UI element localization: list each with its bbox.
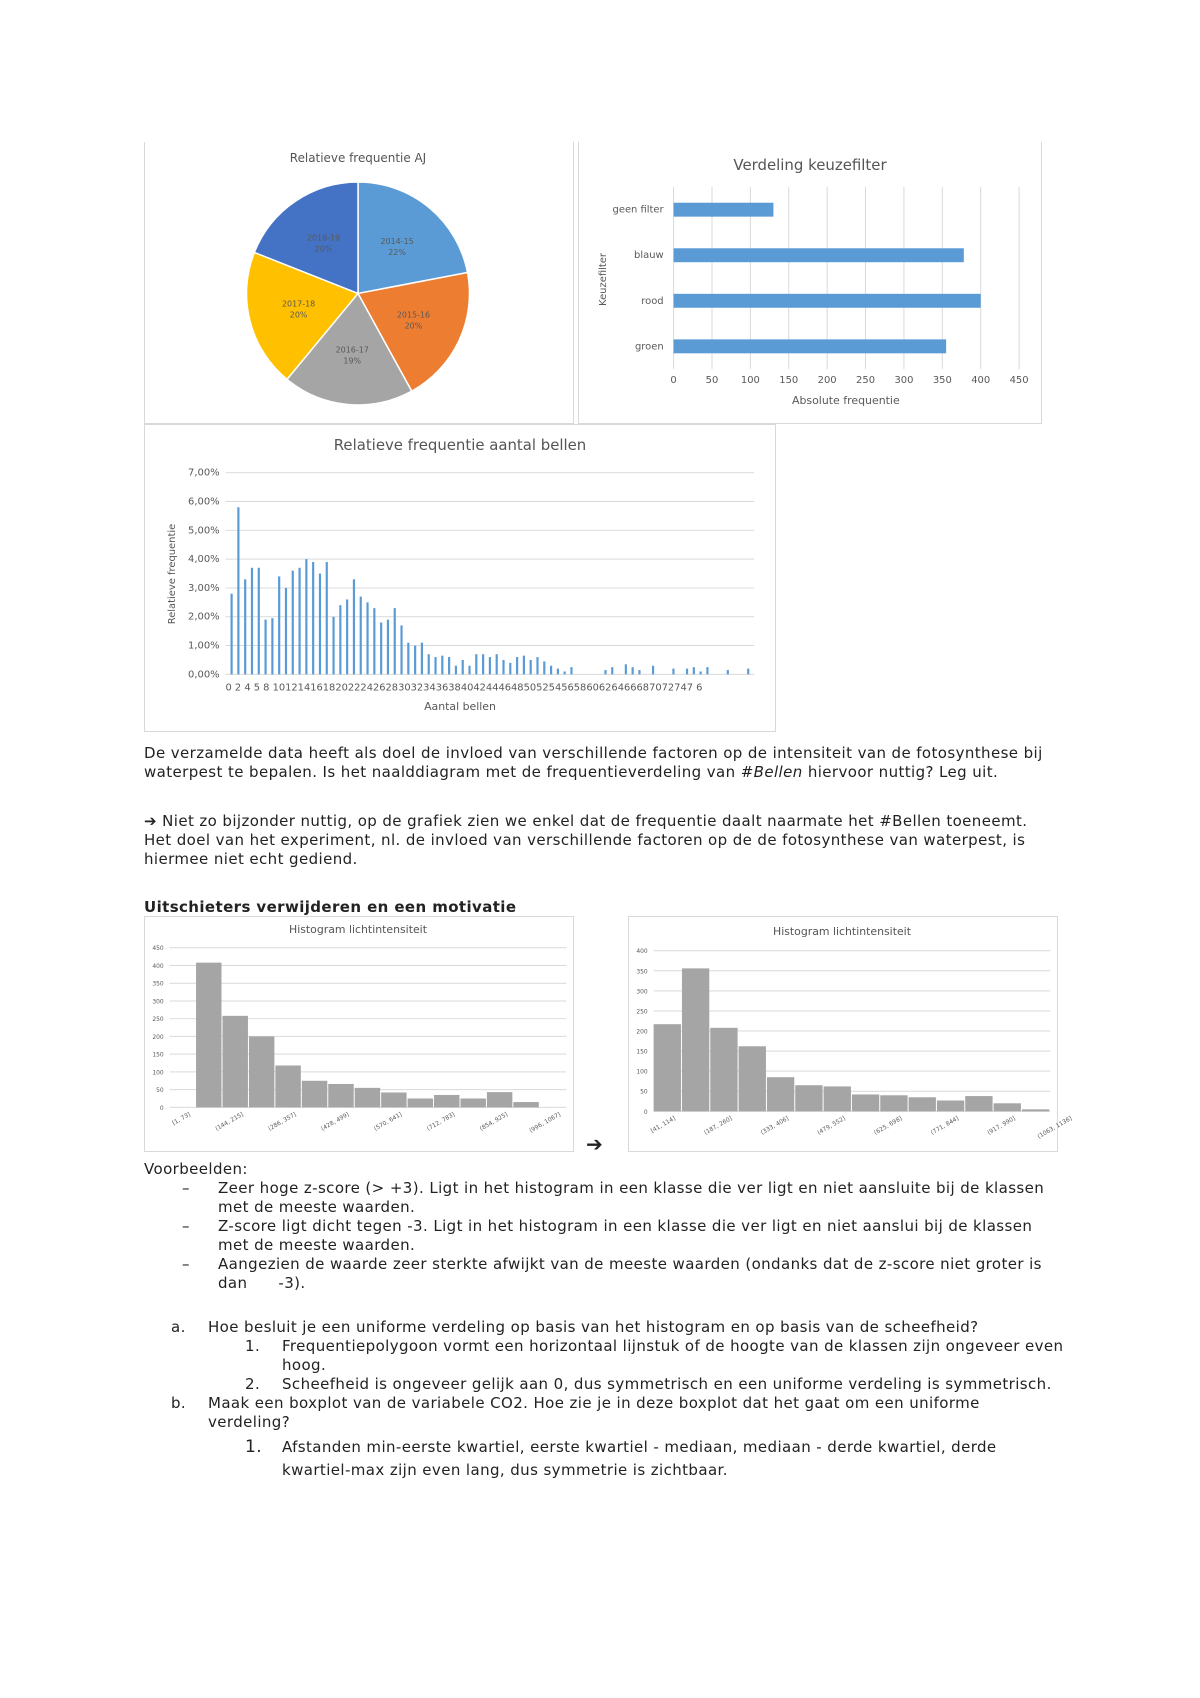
bar bbox=[674, 339, 947, 353]
y-axis-label: Keuzefilter bbox=[597, 253, 609, 306]
needle-bar bbox=[611, 667, 613, 674]
y-tick-label: 0,00% bbox=[188, 669, 220, 681]
x-tick-label: (996, 1067] bbox=[528, 1110, 562, 1135]
needle-bar bbox=[536, 657, 538, 674]
question-list bbox=[144, 1318, 1064, 1337]
y-tick-label: 250 bbox=[636, 1008, 648, 1016]
needle-bar bbox=[530, 660, 532, 674]
slice-label: 2015-16 bbox=[396, 310, 431, 320]
needle-bar bbox=[373, 608, 375, 674]
examples-label: Voorbeelden: bbox=[144, 1160, 248, 1178]
slice-percent: 22% bbox=[388, 248, 406, 258]
bar bbox=[674, 294, 981, 308]
examples-section bbox=[144, 1160, 1064, 1293]
needle-bar bbox=[292, 571, 294, 675]
question-b: b. Maak een boxplot van de variabele CO2. Hoe zie je in deze boxplot dat het gaat om een uniforme verdeling? bbox=[171, 1394, 980, 1431]
slice-percent: 20% bbox=[314, 244, 333, 254]
y-tick-label: 6,00% bbox=[188, 496, 220, 508]
x-tick-label: (712, 783] bbox=[425, 1110, 457, 1133]
bar bbox=[674, 203, 774, 217]
needle-bar bbox=[448, 657, 450, 674]
y-tick-label: 150 bbox=[152, 1051, 164, 1059]
needle-bar bbox=[407, 643, 409, 675]
needle-bar bbox=[523, 656, 525, 675]
y-tick-label: 400 bbox=[152, 962, 164, 970]
needle-bar bbox=[462, 660, 464, 674]
needle-chart-svg bbox=[145, 425, 775, 731]
needle-bar bbox=[489, 657, 491, 674]
x-tick-label: [41, 114] bbox=[649, 1114, 677, 1135]
histogram-before-svg bbox=[145, 917, 573, 1151]
needle-bar bbox=[271, 618, 273, 674]
needle-bar bbox=[258, 568, 260, 675]
needle-bar bbox=[400, 625, 402, 674]
y-tick-label: 200 bbox=[636, 1028, 648, 1036]
needle-bar bbox=[387, 620, 389, 675]
chart-title: Verdeling keuzefilter bbox=[733, 155, 887, 174]
needle-bar bbox=[747, 669, 749, 675]
histogram-bar bbox=[408, 1099, 433, 1108]
chart-title: Histogram lichtintensiteit bbox=[289, 922, 427, 936]
question-list bbox=[144, 1394, 1064, 1432]
examples-list bbox=[144, 1179, 1064, 1293]
needle-bar bbox=[543, 661, 545, 674]
x-tick-label: (333, 406] bbox=[759, 1114, 791, 1137]
histogram-bar bbox=[994, 1103, 1021, 1111]
needle-bar bbox=[414, 646, 416, 675]
needle-bar bbox=[319, 574, 321, 675]
histogram-bar bbox=[513, 1102, 538, 1107]
y-tick-label: 150 bbox=[636, 1048, 648, 1056]
pie-chart-svg bbox=[145, 142, 573, 423]
histogram-bar bbox=[275, 1066, 300, 1108]
needle-bar bbox=[468, 666, 470, 675]
x-tick-label: [1, 73] bbox=[171, 1110, 192, 1127]
y-tick-label: 5,00% bbox=[188, 525, 220, 537]
needle-bar bbox=[672, 669, 674, 675]
x-tick-label: 150 bbox=[779, 375, 799, 387]
needle-bar bbox=[332, 617, 334, 675]
bar-chart-filter bbox=[578, 142, 1042, 424]
needle-bar bbox=[360, 597, 362, 675]
questions-section bbox=[144, 1318, 1064, 1482]
needle-bar bbox=[693, 667, 695, 674]
x-tick-label: (1063, 1136] bbox=[1036, 1114, 1074, 1141]
needle-bar bbox=[700, 671, 702, 674]
histogram-bar bbox=[487, 1092, 512, 1107]
needle-bar bbox=[353, 579, 355, 674]
chart-title: Relatieve frequentie aantal bellen bbox=[333, 435, 587, 454]
needle-bar bbox=[434, 657, 436, 674]
needle-chart-bubbles bbox=[144, 424, 776, 732]
question-a: a. Hoe besluit je een uniforme verdeling op basis van het histogram en op basis van de scheefheid? bbox=[171, 1318, 979, 1336]
histogram-bar bbox=[880, 1095, 907, 1111]
list-item: 1. Afstanden min-eerste kwartiel, eerste kwartiel - mediaan, mediaan - derde kwartiel, derde kwartiel-max zijn even lang, dus symmetrie is zichtbaar. bbox=[245, 1437, 997, 1479]
y-tick-label: 50 bbox=[640, 1088, 648, 1096]
needle-bar bbox=[638, 670, 640, 674]
histogram-bar bbox=[434, 1095, 459, 1107]
x-tick-label: (144, 215] bbox=[214, 1110, 245, 1133]
x-tick-label: (187, 260] bbox=[702, 1114, 734, 1137]
needle-bar bbox=[482, 654, 484, 674]
y-tick-label: 350 bbox=[636, 968, 648, 976]
chart-title: Relatieve frequentie AJ bbox=[289, 151, 427, 166]
needle-bar bbox=[706, 667, 708, 674]
y-tick-label: 1,00% bbox=[188, 640, 220, 652]
needle-bar bbox=[244, 579, 246, 674]
needle-bar bbox=[604, 670, 606, 674]
slice-label: 2014-15 bbox=[380, 237, 414, 247]
pie-chart-academic-year bbox=[144, 142, 574, 424]
x-tick-label: (917, 990] bbox=[986, 1114, 1017, 1137]
histogram-bar bbox=[965, 1096, 992, 1111]
answers-a bbox=[144, 1337, 1064, 1394]
x-tick-label: 0 bbox=[670, 375, 677, 387]
needle-bar bbox=[564, 671, 566, 674]
y-axis-label: Relatieve frequentie bbox=[166, 523, 178, 625]
list-item: 1. Frequentiepolygoon vormt een horizontaal lijnstuk of de hoogte van de klassen zijn ongeveer even hoog. bbox=[245, 1337, 1064, 1374]
y-tick-label: 100 bbox=[152, 1069, 164, 1077]
x-tick-label: 300 bbox=[894, 375, 914, 387]
needle-bar bbox=[421, 643, 423, 675]
slice-percent: 20% bbox=[404, 321, 423, 331]
y-tick-label: 350 bbox=[152, 980, 164, 988]
list-item: – Z-score ligt dicht tegen -3. Ligt in het histogram in een klasse die ver ligt en niet aanslui bij de klassen met de meeste waarden. bbox=[182, 1217, 1033, 1254]
histogram-bar bbox=[767, 1077, 794, 1111]
x-tick-label: (771, 844] bbox=[929, 1114, 961, 1137]
needle-bar bbox=[496, 654, 498, 674]
section-heading: Uitschieters verwijderen en een motivatie bbox=[144, 898, 517, 916]
needle-bar bbox=[366, 602, 368, 674]
answer-needle-chart: ➔ Niet zo bijzonder nuttig, op de grafiek zien we enkel dat de frequentie daalt naarmate het #Bellen toeneemt. Het doel van het experiment, nl. de invloed van verschillende factoren op de de fotosynthese van waterpest, is hiermee niet echt gediend. bbox=[144, 812, 1028, 868]
needle-bar bbox=[686, 669, 688, 675]
x-tick-label: 100 bbox=[740, 375, 760, 387]
needle-bar bbox=[305, 559, 307, 674]
needle-bar bbox=[441, 656, 443, 675]
needle-bar bbox=[550, 666, 552, 675]
y-tick-label: 300 bbox=[636, 988, 648, 996]
arrow-icon: ➔ bbox=[586, 1132, 603, 1156]
needle-bar bbox=[264, 620, 266, 675]
y-tick-label: 300 bbox=[152, 998, 164, 1006]
bar bbox=[674, 248, 964, 262]
needle-bar bbox=[509, 663, 511, 675]
y-tick-label: 7,00% bbox=[188, 467, 220, 479]
slice-percent: 19% bbox=[343, 356, 362, 366]
needle-bar bbox=[346, 599, 348, 674]
needle-bar bbox=[285, 588, 287, 674]
histogram-after bbox=[628, 916, 1074, 1152]
x-tick-label: (854, 925] bbox=[478, 1110, 510, 1133]
needle-bar bbox=[312, 562, 314, 674]
histogram-bar bbox=[824, 1086, 851, 1111]
x-axis-label: Absolute frequentie bbox=[791, 393, 900, 407]
histogram-bar bbox=[909, 1097, 936, 1111]
list-item: – Zeer hoge z-score (> +3). Ligt in het histogram in een klasse die ver ligt en niet aansluite bij de klassen met de meeste waarden. bbox=[182, 1179, 1045, 1216]
slice-label: 2017-18 bbox=[282, 299, 316, 309]
needle-bar bbox=[502, 660, 504, 674]
x-tick-label: 350 bbox=[932, 375, 952, 387]
histogram-bar bbox=[196, 963, 221, 1108]
y-tick-label: 50 bbox=[156, 1087, 164, 1095]
needle-bar bbox=[632, 667, 634, 674]
needle-bar bbox=[251, 568, 253, 675]
histogram-before bbox=[144, 916, 574, 1152]
needle-bar bbox=[652, 666, 654, 675]
needle-bar bbox=[516, 657, 518, 674]
histogram-bar bbox=[381, 1092, 406, 1107]
histogram-bar bbox=[937, 1100, 964, 1111]
needle-bar bbox=[727, 670, 729, 674]
histogram-bar bbox=[355, 1088, 380, 1108]
x-tick-label: 450 bbox=[1009, 375, 1029, 387]
x-tick-label: 50 bbox=[705, 375, 719, 387]
list-item: – Aangezien de waarde zeer sterkte afwijkt van de meeste waarden (ondanks dat de z-score niet groter is dan -3). bbox=[182, 1255, 1042, 1292]
y-tick-label: 200 bbox=[152, 1033, 164, 1041]
question-needle-chart: De verzamelde data heeft als doel de invloed van verschillende factoren op de intensiteit van de fotosynthese bij waterpest te bepalen. Is het naalddiagram met de frequentieverdeling van #Bellen hiervoor nuttig? Leg uit. bbox=[144, 744, 1043, 781]
needle-bar bbox=[326, 562, 328, 674]
needle-bar bbox=[475, 654, 477, 674]
needle-bar bbox=[394, 608, 396, 674]
x-tick-label: 200 bbox=[817, 375, 837, 387]
histogram-bar bbox=[302, 1081, 327, 1108]
histogram-bar bbox=[1022, 1109, 1049, 1111]
needle-bar bbox=[231, 594, 233, 675]
y-tick-label: blauw bbox=[634, 250, 664, 262]
x-tick-label: 250 bbox=[856, 375, 876, 387]
y-tick-label: 3,00% bbox=[188, 582, 220, 594]
needle-bar bbox=[455, 666, 457, 675]
needle-bar bbox=[570, 667, 572, 674]
needle-bar bbox=[298, 568, 300, 675]
x-tick-label: 400 bbox=[971, 375, 991, 387]
needle-bar bbox=[380, 623, 382, 675]
x-tick-label: (286, 357] bbox=[267, 1110, 298, 1133]
x-tick-label: (625, 698] bbox=[872, 1114, 904, 1137]
x-tick-label: (570, 641] bbox=[372, 1110, 404, 1133]
histogram-bar bbox=[739, 1046, 766, 1111]
y-tick-label: 0 bbox=[643, 1108, 648, 1116]
list-item: 2. Scheefheid is ongeveer gelijk aan 0, dus symmetrisch en een uniforme verdeling is symmetrisch. bbox=[245, 1375, 1052, 1393]
histogram-bar bbox=[654, 1024, 681, 1111]
needle-bar bbox=[237, 507, 239, 674]
y-tick-label: rood bbox=[641, 295, 664, 307]
histogram-bar bbox=[460, 1099, 485, 1108]
x-axis-tick-labels: 0 2 4 5 8 1012141618202224262830323436384042444648505254565860626466687072747 6 bbox=[225, 682, 703, 694]
y-tick-label: geen filter bbox=[612, 204, 664, 216]
y-tick-label: 100 bbox=[636, 1068, 648, 1076]
slice-percent: 20% bbox=[289, 310, 308, 320]
y-tick-label: 2,00% bbox=[188, 611, 220, 623]
y-tick-label: groen bbox=[634, 341, 664, 353]
y-tick-label: 4,00% bbox=[188, 554, 220, 566]
histogram-bar bbox=[795, 1085, 822, 1111]
histogram-bar bbox=[249, 1036, 274, 1107]
y-tick-label: 400 bbox=[636, 948, 648, 956]
x-tick-label: (428, 499] bbox=[320, 1110, 351, 1133]
slice-label: 2018-19 bbox=[306, 233, 341, 243]
histogram-after-svg bbox=[629, 917, 1074, 1151]
y-tick-label: 450 bbox=[152, 945, 164, 953]
needle-bar bbox=[428, 654, 430, 674]
histogram-bar bbox=[852, 1094, 879, 1111]
y-tick-label: 250 bbox=[152, 1016, 164, 1024]
x-tick-label: (479, 552] bbox=[816, 1114, 847, 1137]
histogram-bar bbox=[223, 1016, 248, 1108]
x-axis-label: Aantal bellen bbox=[424, 700, 496, 714]
hbar-chart-svg bbox=[579, 142, 1041, 423]
chart-title: Histogram lichtintensiteit bbox=[773, 924, 911, 938]
needle-bar bbox=[278, 576, 280, 674]
slice-label: 2016-17 bbox=[335, 345, 369, 355]
needle-bar bbox=[557, 669, 559, 675]
histogram-bar bbox=[710, 1028, 737, 1112]
needle-bar bbox=[339, 605, 341, 674]
histogram-bar bbox=[328, 1084, 353, 1107]
needle-bar bbox=[625, 664, 627, 674]
histogram-bar bbox=[682, 968, 709, 1111]
answers-b bbox=[144, 1436, 1064, 1482]
y-tick-label: 0 bbox=[159, 1104, 164, 1112]
